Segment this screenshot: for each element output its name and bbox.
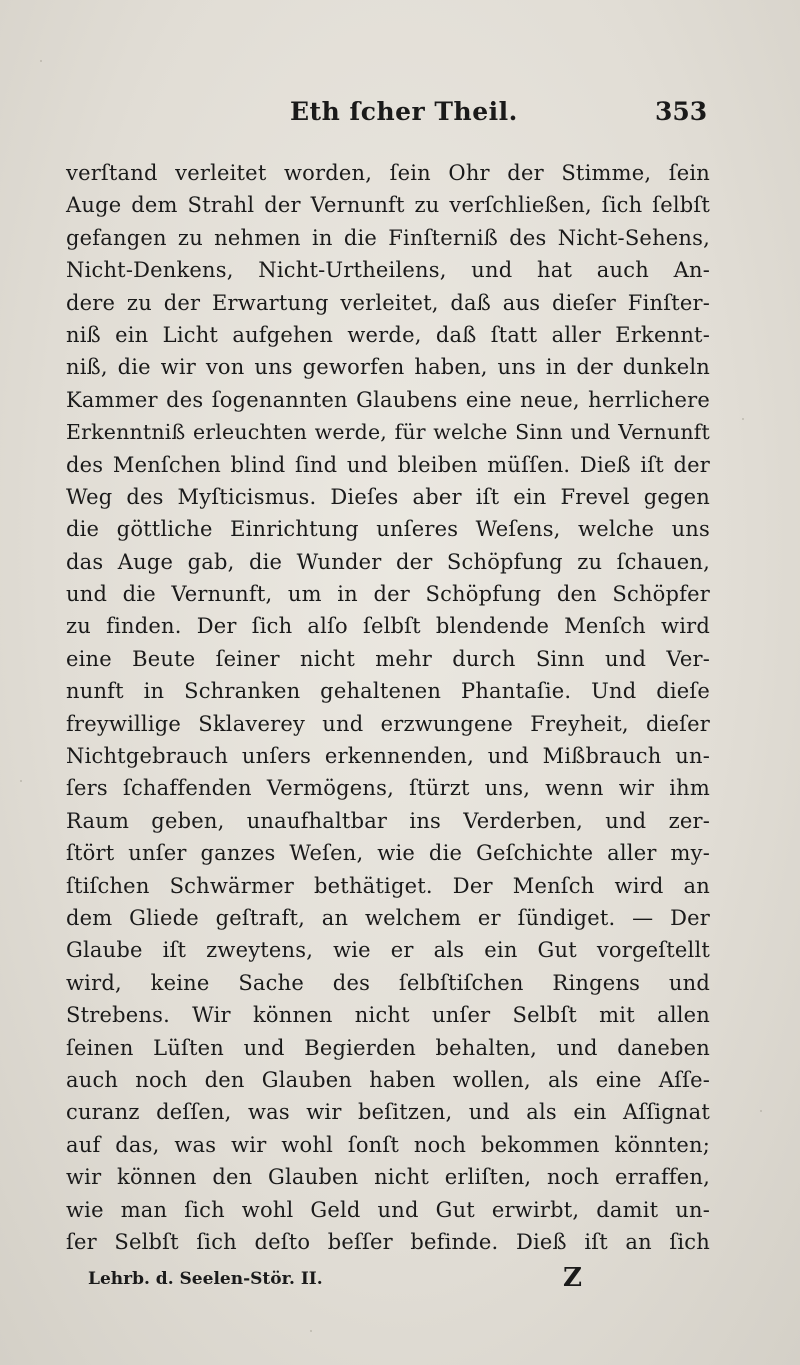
text-line: Strebens. Wir können nicht unſer Selbſt mit allen <box>66 1003 710 1028</box>
text-line: verſtand verleitet worden, ſein Ohr der Stimme, ſein <box>66 161 710 185</box>
text-line: ſer Selbſt ſich deſto beſſer befinde. Dieß iſt an ſich <box>66 1229 710 1254</box>
text-line: ſers ſchaffenden Vermögens, ſtürzt uns, wenn wir ihm <box>66 776 710 801</box>
text-line: Erkenntniß erleuchten werde, für welche Sinn und Vernunft <box>66 420 710 445</box>
paper-speck <box>742 418 744 420</box>
signature-mark: Z <box>563 1263 582 1293</box>
text-line: auch noch den Glauben haben wollen, als eine Aſſe- <box>66 1067 710 1092</box>
text-line: eine Beute ſeiner nicht mehr durch Sinn und Ver- <box>66 646 710 671</box>
text-line: wird, keine Sache des ſelbſtiſchen Ringens und <box>66 970 710 995</box>
text-line: curanz deſſen, was wir beſitzen, und als ein Aſſignat <box>66 1100 710 1125</box>
paper-speck <box>20 780 22 782</box>
text-line: des Menſchen blind ſind und bleiben müſſen. Dieß iſt der <box>66 452 710 477</box>
text-line: Kammer des ſogenannten Glaubens eine neue, herrlichere <box>66 387 710 412</box>
text-line: Nichtgebrauch unſers erkennenden, und Mißbrauch un- <box>66 744 710 769</box>
text-line: dere zu der Erwartung verleitet, daß aus dieſer Finſter- <box>66 290 710 315</box>
text-line: dem Gliede geſtraft, an welchem er ſündiget. — Der <box>66 905 710 930</box>
text-line: niß, die wir von uns geworfen haben, uns in der dunkeln <box>66 355 710 380</box>
text-line: niß ein Licht aufgehen werde, daß ſtatt aller Erkennt- <box>66 322 710 347</box>
body-text <box>66 157 710 1258</box>
paper-speck <box>760 1110 762 1112</box>
text-line: Raum geben, unaufhaltbar ins Verderben, und zer- <box>66 808 710 833</box>
page-header <box>0 97 800 137</box>
printer-signature: Lehrb. d. Seelen-Stör. II. <box>88 1269 323 1289</box>
text-line: wir können den Glauben nicht erliſten, noch erraffen, <box>66 1165 710 1190</box>
paper-speck <box>40 60 42 62</box>
text-line: Glaube iſt zweytens, wie er als ein Gut vorgeſtellt <box>66 938 710 963</box>
paper-speck <box>310 1330 312 1332</box>
text-line: Auge dem Strahl der Vernunft zu verſchließen, ſich ſelbſt <box>66 193 710 218</box>
running-head: Eth ſcher Theil. <box>290 97 518 126</box>
page-number: 353 <box>655 97 708 126</box>
text-line: das Auge gab, die Wunder der Schöpfung zu ſchauen, <box>66 549 710 574</box>
text-line: die göttliche Einrichtung unſeres Weſens, welche uns <box>66 517 710 542</box>
text-line: gefangen zu nehmen in die Finſterniß des Nicht-Sehens, <box>66 225 710 250</box>
text-line: nunft in Schranken gehaltenen Phantaſie. Und dieſe <box>66 679 710 704</box>
text-line: ſtört unſer ganzes Weſen, wie die Geſchichte aller my- <box>66 841 710 866</box>
text-line: ſtiſchen Schwärmer bethätiget. Der Menſch wird an <box>66 873 710 898</box>
text-line: auf das, was wir wohl ſonſt noch bekommen könnten; <box>66 1132 710 1157</box>
text-line: Nicht-Denkens, Nicht-Urtheilens, und hat auch An- <box>66 258 710 283</box>
text-line: freywillige Sklaverey und erzwungene Freyheit, dieſer <box>66 711 710 736</box>
text-line: und die Vernunft, um in der Schöpfung den Schöpfer <box>66 582 710 607</box>
text-line: zu finden. Der ſich alſo ſelbſt blendende Menſch wird <box>66 614 710 639</box>
page-footer <box>0 1263 800 1303</box>
text-line: Weg des Myſticismus. Dieſes aber iſt ein Frevel gegen <box>66 484 710 509</box>
text-line: ſeinen Lüſten und Begierden behalten, und daneben <box>66 1035 710 1060</box>
text-line: wie man ſich wohl Geld und Gut erwirbt, damit un- <box>66 1197 710 1222</box>
